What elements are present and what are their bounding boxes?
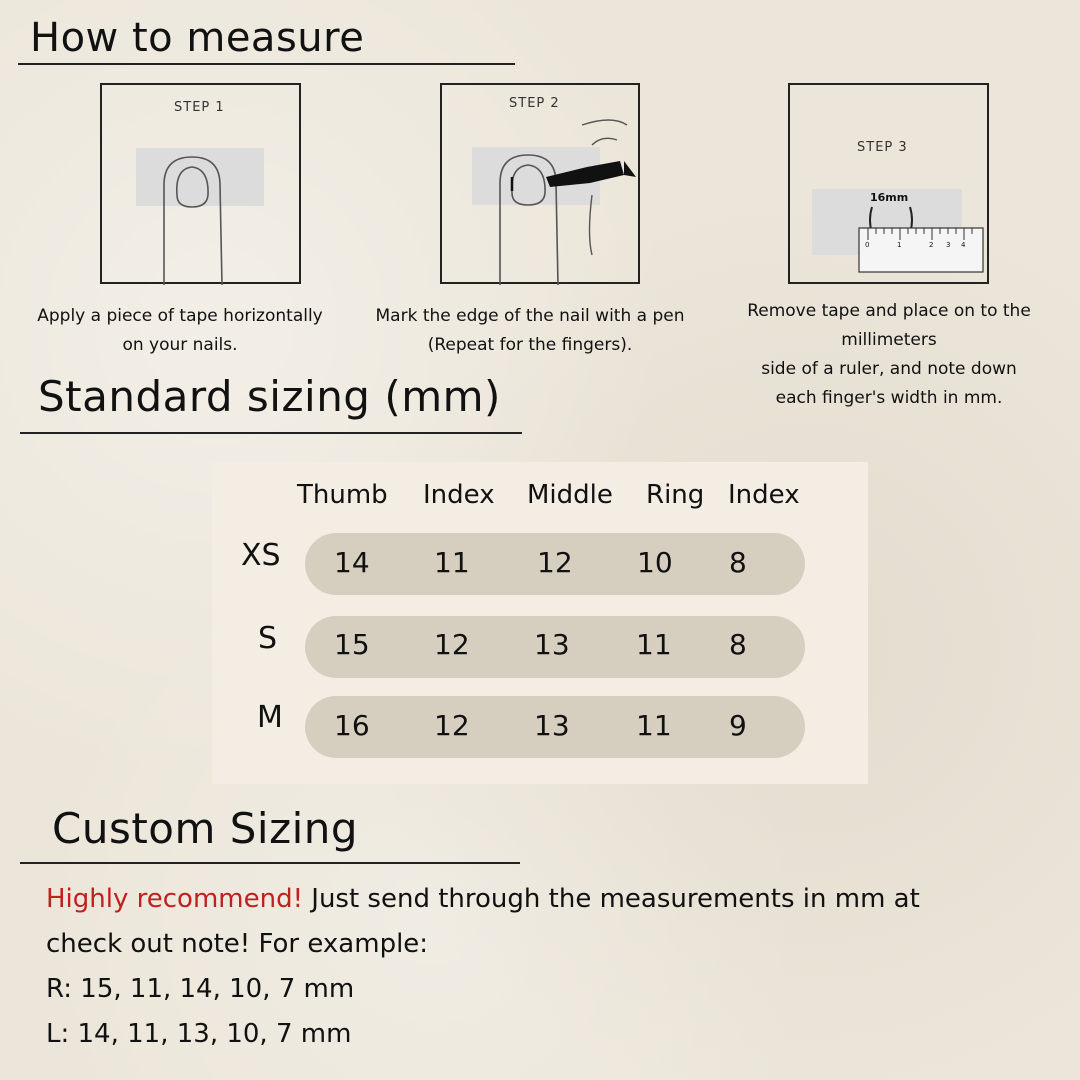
custom-intro-text: Just send through the measurements in mm at <box>303 884 920 914</box>
step-3-caption-line-2: millimeters <box>841 330 937 350</box>
step-3-illustration <box>788 83 989 284</box>
cell-m-pinky: 9 <box>729 709 747 742</box>
cell-xs-ring: 10 <box>637 546 673 579</box>
tape-on-ruler-icon <box>790 85 991 286</box>
step-1-caption-line-2: on your nails. <box>122 335 238 355</box>
cell-xs-thumb: 14 <box>334 546 370 579</box>
step-2-caption <box>350 302 710 360</box>
step-1-caption <box>10 302 350 360</box>
custom-sizing-intro <box>46 886 920 912</box>
size-label-xs: XS <box>241 538 281 573</box>
step-2-label: STEP 2 <box>509 96 560 111</box>
step-2-caption-line-1: Mark the edge of the nail with a pen <box>375 306 685 326</box>
step-3-caption-line-3: side of a ruler, and note down <box>761 359 1017 379</box>
size-label-m: M <box>257 700 283 735</box>
step-2-caption-line-2: (Repeat for the fingers). <box>427 335 633 355</box>
custom-example-right: R: 15, 11, 14, 10, 7 mm <box>46 974 355 1004</box>
step-3-caption <box>716 297 1062 413</box>
cell-s-middle: 13 <box>534 628 570 661</box>
size-label-s: S <box>258 621 278 656</box>
custom-example-left: L: 14, 11, 13, 10, 7 mm <box>46 1019 352 1049</box>
ruler-measurement-label: 16mm <box>870 191 909 204</box>
step-3-caption-line-1: Remove tape and place on to the <box>747 301 1031 321</box>
cell-m-ring: 11 <box>636 709 672 742</box>
column-header-ring: Ring <box>646 480 705 510</box>
step-1-label: STEP 1 <box>174 100 225 115</box>
custom-sizing-line-2: check out note! For example: <box>46 929 429 959</box>
cell-s-index: 12 <box>434 628 470 661</box>
pen-marking-nail-icon <box>442 85 642 286</box>
how-to-measure-divider <box>18 63 515 65</box>
step-3-label: STEP 3 <box>857 140 908 155</box>
ruler-tick-1: 1 <box>897 241 902 249</box>
ruler-tick-2: 2 <box>929 241 934 249</box>
standard-sizing-divider <box>20 432 522 434</box>
cell-xs-index: 11 <box>434 546 470 579</box>
column-header-middle: Middle <box>527 480 613 510</box>
ruler-tick-0: 0 <box>865 241 870 249</box>
cell-s-pinky: 8 <box>729 628 747 661</box>
step-2-illustration <box>440 83 640 284</box>
ruler-tick-4: 4 <box>961 241 966 249</box>
highly-recommend-highlight: Highly recommend! <box>46 884 304 914</box>
cell-xs-middle: 12 <box>537 546 573 579</box>
cell-s-ring: 11 <box>636 628 672 661</box>
step-3-caption-line-4: each finger's width in mm. <box>775 388 1003 408</box>
column-header-index: Index <box>423 480 495 510</box>
cell-xs-pinky: 8 <box>729 546 747 579</box>
standard-sizing-heading: Standard sizing (mm) <box>38 372 501 421</box>
cell-m-index: 12 <box>434 709 470 742</box>
custom-sizing-divider <box>20 862 520 864</box>
ruler-tick-3: 3 <box>946 241 951 249</box>
custom-sizing-heading: Custom Sizing <box>52 804 359 853</box>
step-1-illustration <box>100 83 301 284</box>
how-to-measure-heading: How to measure <box>30 15 365 61</box>
cell-m-middle: 13 <box>534 709 570 742</box>
column-header-thumb: Thumb <box>297 480 388 510</box>
cell-m-thumb: 16 <box>334 709 370 742</box>
finger-with-tape-icon <box>102 85 303 286</box>
step-1-caption-line-1: Apply a piece of tape horizontally <box>37 306 323 326</box>
cell-s-thumb: 15 <box>334 628 370 661</box>
column-header-pinky: Index <box>728 480 800 510</box>
